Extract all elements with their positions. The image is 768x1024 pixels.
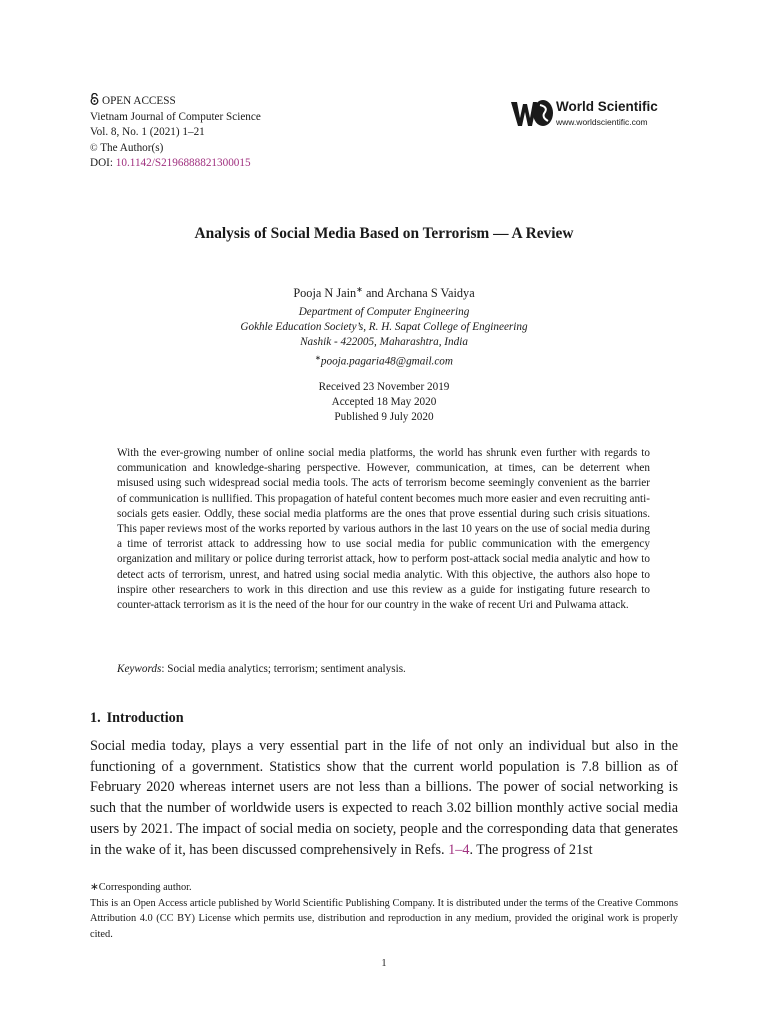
author-1: Pooja N Jain: [293, 286, 357, 301]
copyright-symbol: ©: [90, 142, 98, 154]
author-conjunction: and: [362, 286, 387, 301]
open-access-icon: [90, 93, 99, 105]
paper-title: Analysis of Social Media Based on Terrorism — A Review: [194, 225, 574, 242]
world-scientific-logo-icon: [510, 96, 554, 130]
doi-link[interactable]: 10.1142/S2196888821300015: [115, 157, 251, 170]
open-access-row: [90, 93, 261, 110]
journal-name: Vietnam Journal of Computer Science: [90, 110, 261, 123]
section-number: 1.: [90, 710, 101, 726]
email-mark: ∗: [315, 353, 321, 362]
affiliation-college: Gokhle Education Society’s, R. H. Sapat College of Engineering: [240, 321, 528, 334]
publisher-url: www.worldscientific.com: [556, 117, 648, 127]
license-note: This is an Open Access article published by World Scientific Publishing Company. It is distributed under the terms of the Creative Commons Attribution 4.0 (CC BY) License which permits use, distribution and reproduction in any medium, provided the original work is properly cited.: [90, 897, 678, 940]
affiliation: [0, 305, 768, 370]
author-email[interactable]: pooja.pagaria48@gmail.com: [320, 355, 453, 368]
author-2: Archana S Vaidya: [386, 286, 475, 301]
published-date: Published 9 July 2020: [334, 411, 434, 424]
keywords-label: Keywords: [117, 663, 162, 675]
author-list: [0, 285, 768, 301]
page-number: 1: [381, 958, 387, 969]
section-title: Introduction: [106, 710, 184, 726]
publication-dates: [0, 380, 768, 426]
intro-text-before-ref: Social media today, plays a very essential part in the life of not only an individual but also in the functioning of a government. Statistics show that the current world population is 7.8 billion as of February 2020 whereas internet users are not less than a billions. The power of social networking is such that the number of worldwide users is expected to reach 3.02 billion monthly active social media users by 2021. The impact of social media on society, people and the corresponding data that generates in the wake of it, has been discussed comprehensively in Refs.: [90, 738, 678, 858]
affiliation-department: Department of Computer Engineering: [298, 306, 470, 318]
doi-label: DOI:: [90, 157, 113, 170]
section-heading-introduction: [90, 710, 184, 727]
publisher-name: World Scientific: [556, 99, 658, 114]
reference-link[interactable]: 1–4: [448, 841, 470, 858]
introduction-paragraph: [90, 736, 678, 860]
received-date: Received 23 November 2019: [318, 381, 450, 393]
abstract: With the ever-growing number of online social media platforms, the world has shrunk even further with regards to communication and knowledge-sharing perspective. However, communication, at times, can be deterrent when misused using such widespread social media tools. The acts of terrorism become seemingly convenient as the barrier of communication is nullified. This propagation of hateful content becomes much more easier and even recruiting anti-socials gets easier. Oddly, these social media platforms are the ones that prove essential during such crisis situations. This paper reviews most of the works reported by various authors in the last 10 years on the use of social media during a time of terrorist attack to addressing how to use social media for public communication with the emergency organization and military or police during terrorist attack, how to perform post-attack social media analytic and how to detect acts of terrorism, unrest, and hatred using social media analytic. With this objective, the authors also hope to inspire other researchers to work in this direction and use this review as a guide for instigating future research to counter-attack terrorism as it is the need of the hour for our country in the wake of recent Uri and Pulwama attack.: [117, 447, 650, 612]
copyright-line: [90, 141, 261, 157]
copyright-text: The Author(s): [100, 141, 164, 154]
accepted-date: Accepted 18 May 2020: [331, 396, 437, 409]
doi-line: [90, 156, 261, 172]
affiliation-address: Nashik - 422005, Maharashtra, India: [300, 336, 468, 349]
journal-volume: Vol. 8, No. 1 (2021) 1–21: [90, 126, 205, 139]
intro-text-after-ref: . The progress of 21st: [469, 841, 593, 858]
keywords: [117, 663, 650, 675]
keywords-text: : Social media analytics; terrorism; sentiment analysis.: [161, 663, 406, 675]
publisher-logo[interactable]: [510, 96, 678, 130]
corresponding-author-note: ∗Corresponding author.: [90, 882, 192, 893]
footnotes: [90, 880, 678, 942]
journal-meta: [90, 93, 261, 172]
affiliation-email-line: [0, 351, 768, 370]
author-1-mark: ∗: [356, 285, 363, 294]
open-access-label: OPEN ACCESS: [102, 95, 176, 107]
